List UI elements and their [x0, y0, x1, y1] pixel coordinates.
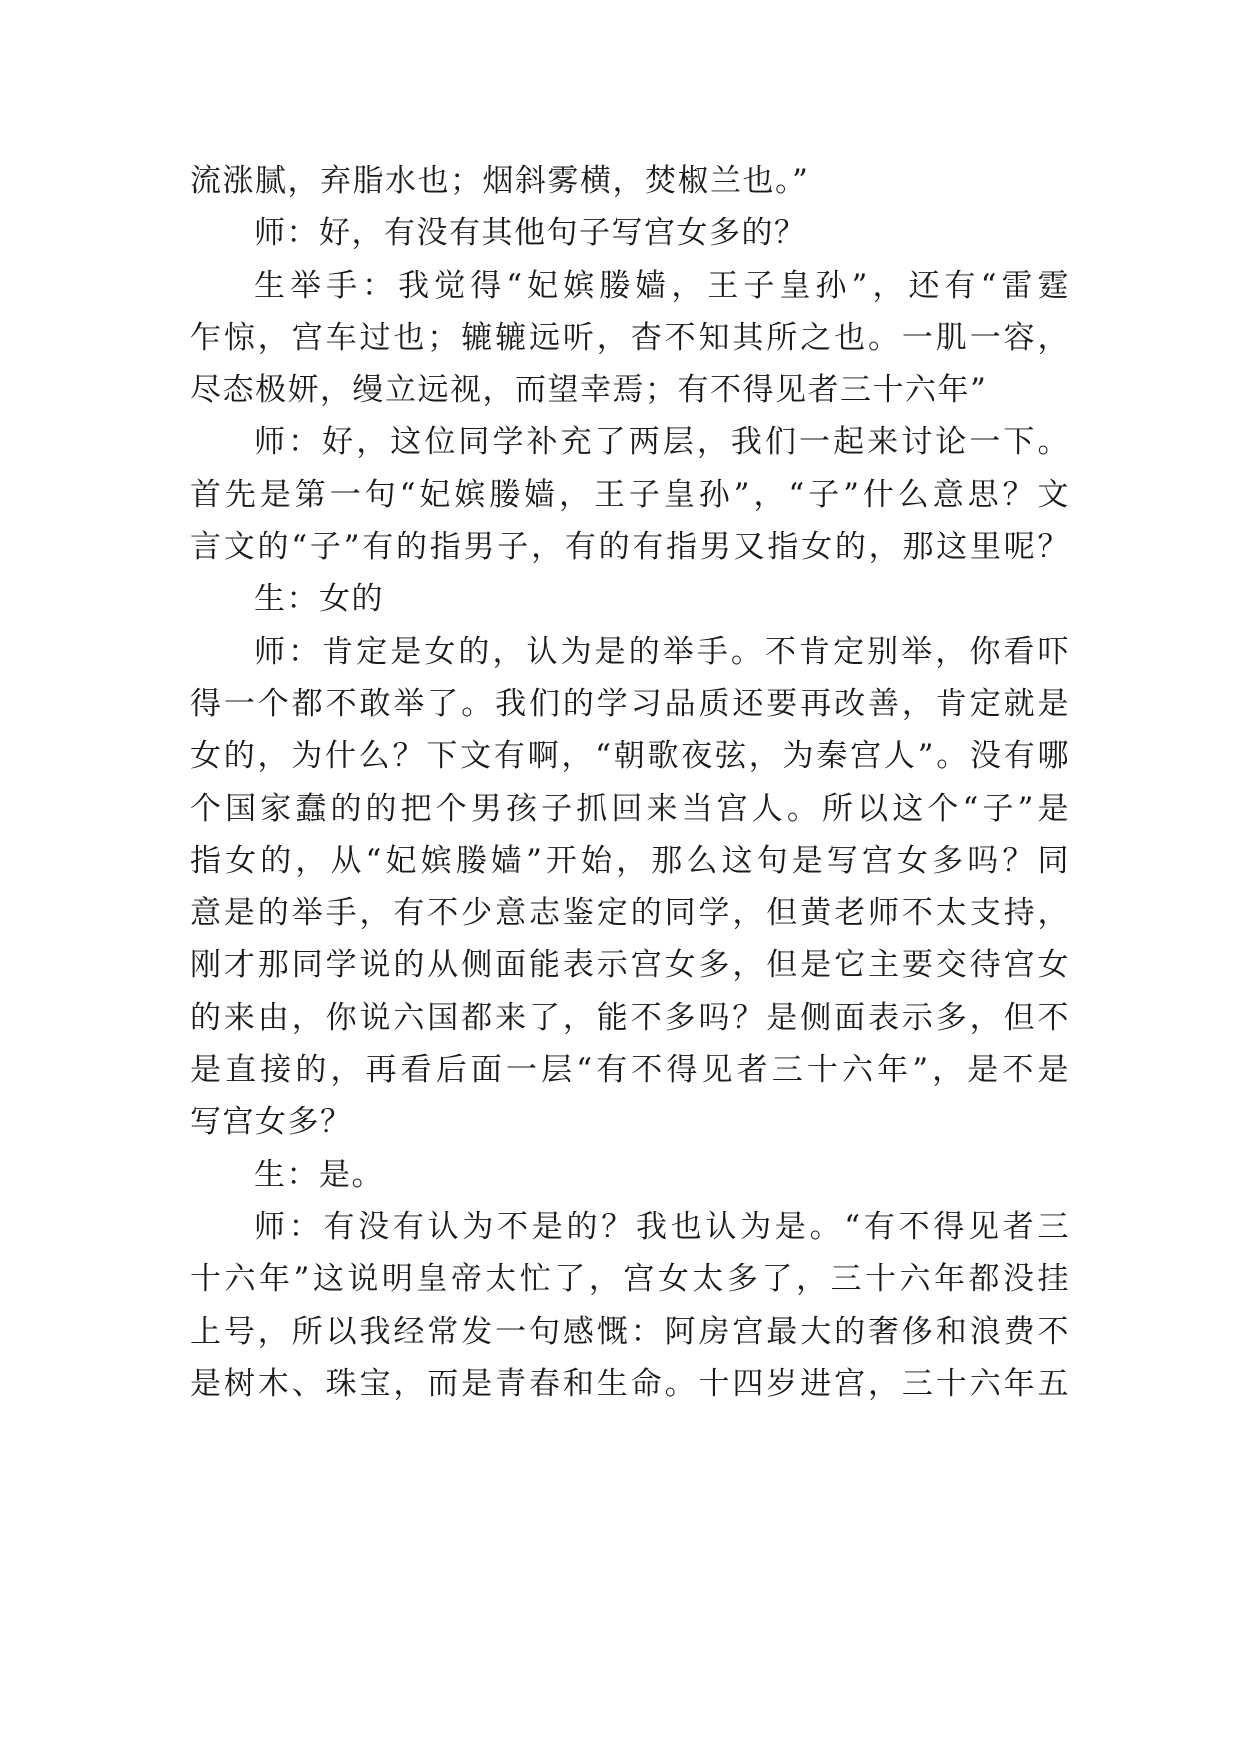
text-line: 师：好，有没有其他句子写宫女多的？	[254, 215, 807, 252]
text-line: 流涨腻，弃脂水也；烟斜雾横，焚椒兰也。”	[190, 163, 810, 199]
text-line: 首先是第一句“妃嫔媵嫱，王子皇孙”，“子”什么意思？文	[190, 476, 1070, 513]
text-line: 的来由，你说六国都来了，能不多吗？是侧面表示多，但不	[190, 999, 1070, 1036]
text-line: 十六年”这说明皇帝太忙了，宫女太多了，三十六年都没挂	[190, 1261, 1070, 1298]
text-line: 师：肯定是女的，认为是的举手。不肯定别举，你看吓	[254, 633, 1070, 670]
text-line: 女的，为什么？下文有啊，“朝歌夜弦，为秦宫人”。没有哪	[190, 738, 1070, 775]
text-line: 得一个都不敢举了。我们的学习品质还要再改善，肯定就是	[190, 685, 1070, 722]
text-line: 师：好，这位同学补充了两层，我们一起来讨论一下。	[254, 424, 1070, 461]
text-line: 生举手：我觉得“妃嫔媵嫱，王子皇孙”，还有“雷霆	[254, 267, 1070, 304]
text-line: 师：有没有认为不是的？我也认为是。“有不得见者三	[254, 1208, 1070, 1245]
text-line: 写宫女多？	[190, 1104, 353, 1141]
text-line: 个国家蠢的的把个男孩子抓回来当宫人。所以这个“子”是	[190, 790, 1070, 827]
text-line: 是树木、珠宝，而是青春和生命。十四岁进宫，三十六年五	[190, 1365, 1070, 1402]
text-line: 言文的“子”有的指男子，有的有指男又指女的，那这里呢？	[190, 529, 1070, 566]
text-line: 意是的举手，有不少意志鉴定的同学，但黄老师不太支持，	[190, 895, 1070, 932]
text-line: 生：女的	[254, 581, 384, 618]
body-text	[190, 155, 1070, 1410]
text-line: 乍惊，宫车过也；辘辘远听，杳不知其所之也。一肌一容，	[190, 319, 1070, 356]
text-line: 生：是。	[254, 1156, 384, 1193]
text-line: 刚才那同学说的从侧面能表示宫女多，但是它主要交待宫女	[190, 947, 1070, 984]
text-line: 指女的，从“妃嫔媵嫱”开始，那么这句是写宫女多吗？同	[190, 842, 1070, 879]
text-line: 上号，所以我经常发一句感慨：阿房宫最大的奢侈和浪费不	[190, 1313, 1070, 1350]
text-line: 尽态极妍，缦立远视，而望幸焉；有不得见者三十六年”	[190, 372, 988, 409]
text-line: 是直接的，再看后面一层“有不得见者三十六年”，是不是	[190, 1052, 1070, 1089]
